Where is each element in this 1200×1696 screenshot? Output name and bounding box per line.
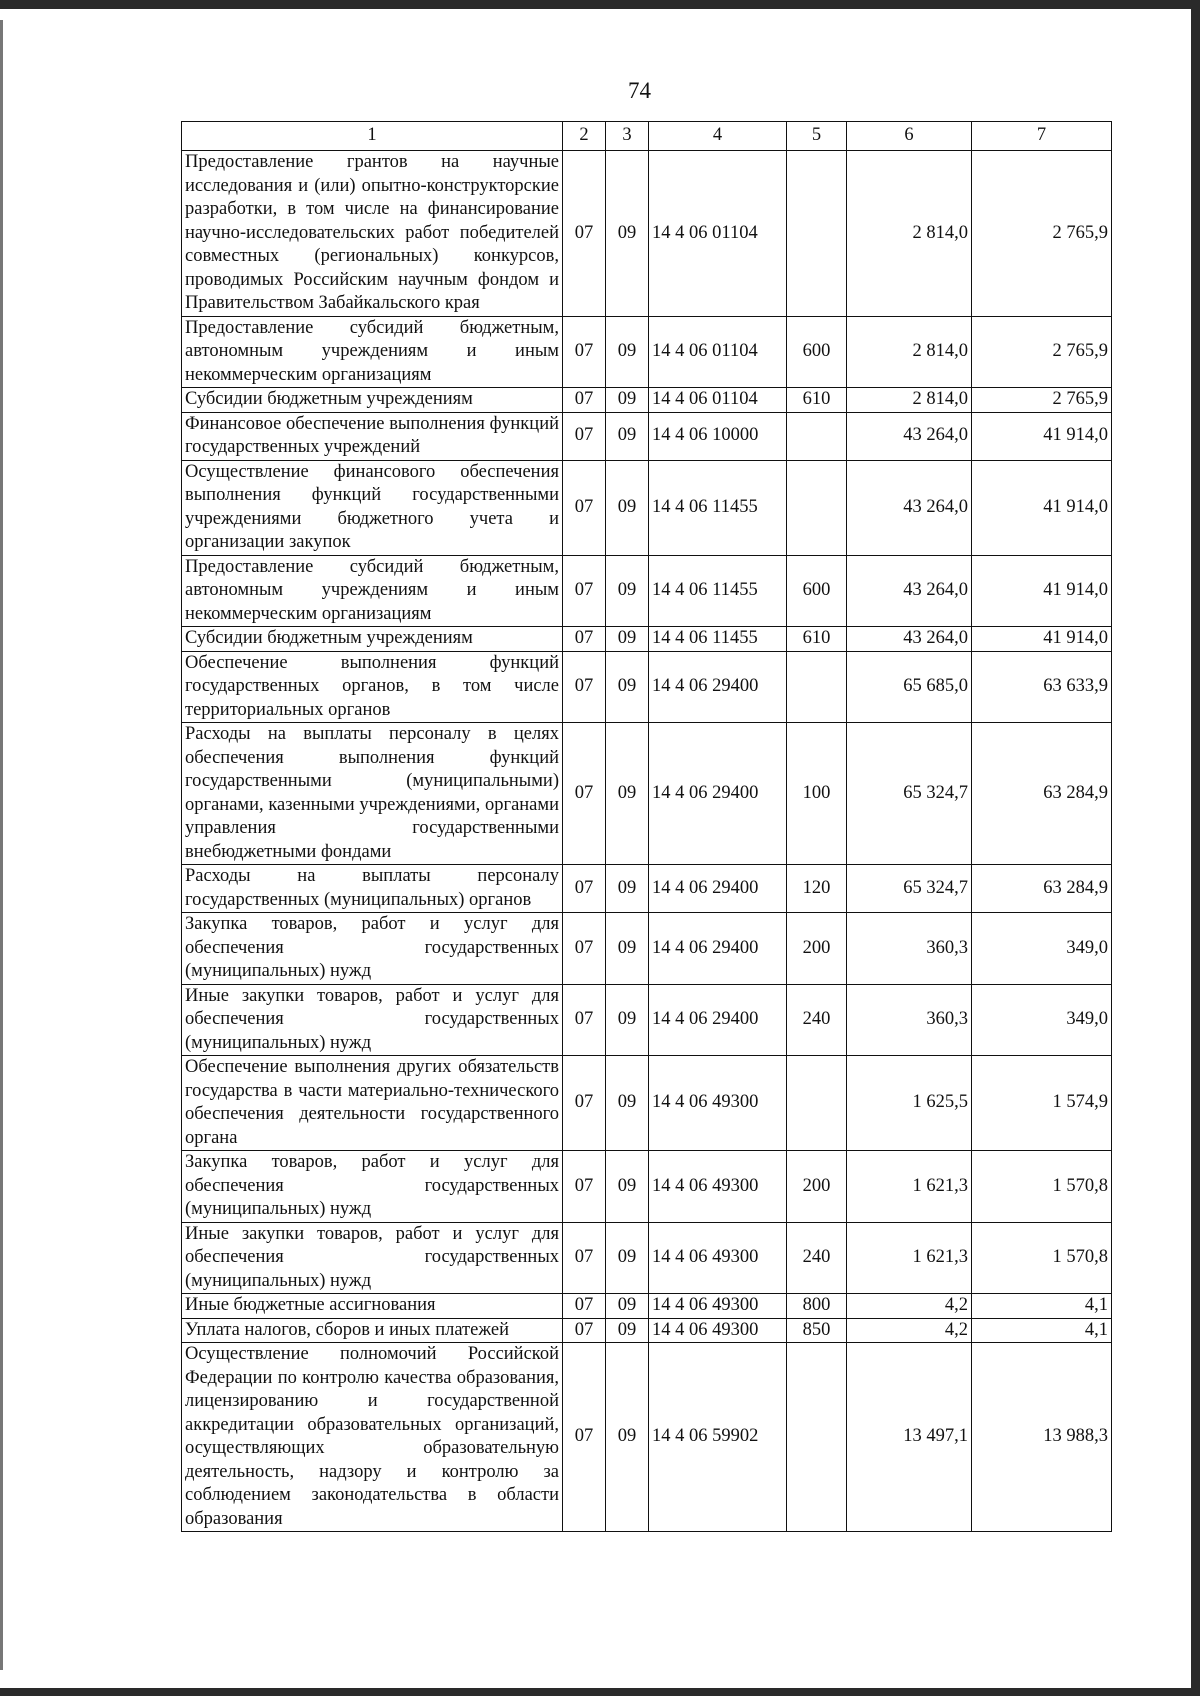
row-target-code: 14 4 06 11455: [649, 460, 787, 555]
row-subsection: 09: [606, 151, 649, 317]
row-name: Предоставление субсидий бюджетным, автономным учреждениям и иным некоммерческим организациям: [182, 555, 563, 627]
row-subsection: 09: [606, 1343, 649, 1532]
row-sum-2: 41 914,0: [972, 412, 1112, 460]
row-section: 07: [563, 651, 606, 723]
scan-border-bottom: [0, 1688, 1200, 1696]
row-sum-2: 63 284,9: [972, 723, 1112, 865]
row-subsection: 09: [606, 555, 649, 627]
header-col-4: 4: [649, 122, 787, 151]
row-target-code: 14 4 06 10000: [649, 412, 787, 460]
row-sum-1: 2 814,0: [847, 388, 972, 413]
header-col-5: 5: [787, 122, 847, 151]
row-name: Иные закупки товаров, работ и услуг для обеспечения государственных (муниципальных) нужд: [182, 1222, 563, 1294]
row-sum-1: 65 685,0: [847, 651, 972, 723]
row-target-code: 14 4 06 49300: [649, 1318, 787, 1343]
table-row: [182, 151, 1112, 317]
row-expense-type: 240: [787, 1222, 847, 1294]
row-target-code: 14 4 06 01104: [649, 316, 787, 388]
row-sum-1: 43 264,0: [847, 627, 972, 652]
row-expense-type: [787, 412, 847, 460]
row-name: Иные бюджетные ассигнования: [182, 1294, 563, 1319]
row-subsection: 09: [606, 388, 649, 413]
header-row: [182, 122, 1112, 151]
row-target-code: 14 4 06 29400: [649, 651, 787, 723]
row-name: Обеспечение выполнения функций государственных органов, в том числе территориальных органов: [182, 651, 563, 723]
row-subsection: 09: [606, 1056, 649, 1151]
row-sum-1: 43 264,0: [847, 555, 972, 627]
row-sum-1: 360,3: [847, 984, 972, 1056]
row-name: Субсидии бюджетным учреждениям: [182, 388, 563, 413]
row-sum-2: 63 633,9: [972, 651, 1112, 723]
row-target-code: 14 4 06 49300: [649, 1222, 787, 1294]
row-target-code: 14 4 06 29400: [649, 723, 787, 865]
row-target-code: 14 4 06 01104: [649, 388, 787, 413]
row-sum-2: 1 574,9: [972, 1056, 1112, 1151]
row-sum-2: 2 765,9: [972, 388, 1112, 413]
row-sum-2: 13 988,3: [972, 1343, 1112, 1532]
table-row: [182, 412, 1112, 460]
table-row: [182, 388, 1112, 413]
row-target-code: 14 4 06 11455: [649, 627, 787, 652]
scan-border-left: [0, 20, 3, 1670]
row-name: Закупка товаров, работ и услуг для обеспечения государственных (муниципальных) нужд: [182, 1151, 563, 1223]
row-sum-1: 4,2: [847, 1318, 972, 1343]
row-sum-1: 2 814,0: [847, 316, 972, 388]
row-target-code: 14 4 06 29400: [649, 984, 787, 1056]
table-row: [182, 651, 1112, 723]
row-name: Расходы на выплаты персоналу государственных (муниципальных) органов: [182, 865, 563, 913]
row-sum-1: 4,2: [847, 1294, 972, 1319]
row-sum-1: 1 625,5: [847, 1056, 972, 1151]
row-expense-type: [787, 460, 847, 555]
row-section: 07: [563, 1222, 606, 1294]
row-expense-type: 600: [787, 555, 847, 627]
row-subsection: 09: [606, 412, 649, 460]
row-section: 07: [563, 555, 606, 627]
table-row: [182, 984, 1112, 1056]
row-name: Закупка товаров, работ и услуг для обеспечения государственных (муниципальных) нужд: [182, 913, 563, 985]
row-section: 07: [563, 388, 606, 413]
row-name: Обеспечение выполнения других обязательств государства в части материально-технического обеспечения деятельности государственного органа: [182, 1056, 563, 1151]
row-name: Субсидии бюджетным учреждениям: [182, 627, 563, 652]
scan-border-top: [0, 0, 1200, 9]
row-section: 07: [563, 1318, 606, 1343]
row-sum-2: 41 914,0: [972, 627, 1112, 652]
table-row: [182, 1294, 1112, 1319]
row-sum-2: 41 914,0: [972, 460, 1112, 555]
row-section: 07: [563, 865, 606, 913]
row-sum-1: 1 621,3: [847, 1222, 972, 1294]
table-row: [182, 627, 1112, 652]
row-subsection: 09: [606, 1318, 649, 1343]
header-col-7: 7: [972, 122, 1112, 151]
row-section: 07: [563, 1151, 606, 1223]
row-section: 07: [563, 412, 606, 460]
row-name: Уплата налогов, сборов и иных платежей: [182, 1318, 563, 1343]
budget-table: [181, 121, 1112, 1532]
row-target-code: 14 4 06 59902: [649, 1343, 787, 1532]
row-sum-1: 1 621,3: [847, 1151, 972, 1223]
table-row: [182, 555, 1112, 627]
row-name: Предоставление грантов на научные исследования и (или) опытно-конструкторские разработки, в том числе на финансирование научно-исследовательских работ победителей совместных (региональных) конкурсов, проводимых Российским научным фондом и Правительством Забайкальского края: [182, 151, 563, 317]
row-target-code: 14 4 06 49300: [649, 1294, 787, 1319]
row-section: 07: [563, 316, 606, 388]
row-expense-type: [787, 1056, 847, 1151]
row-expense-type: 850: [787, 1318, 847, 1343]
row-section: 07: [563, 1343, 606, 1532]
row-target-code: 14 4 06 49300: [649, 1151, 787, 1223]
row-expense-type: 600: [787, 316, 847, 388]
table-row: [182, 1343, 1112, 1532]
row-target-code: 14 4 06 11455: [649, 555, 787, 627]
row-section: 07: [563, 151, 606, 317]
row-sum-2: 349,0: [972, 913, 1112, 985]
row-expense-type: 240: [787, 984, 847, 1056]
row-subsection: 09: [606, 1151, 649, 1223]
row-sum-2: 41 914,0: [972, 555, 1112, 627]
row-subsection: 09: [606, 865, 649, 913]
row-sum-2: 63 284,9: [972, 865, 1112, 913]
row-subsection: 09: [606, 316, 649, 388]
row-sum-2: 4,1: [972, 1318, 1112, 1343]
row-name: Осуществление финансового обеспечения выполнения функций государственными учреждениями бюджетного учета и организации закупок: [182, 460, 563, 555]
row-section: 07: [563, 1056, 606, 1151]
row-target-code: 14 4 06 01104: [649, 151, 787, 317]
header-col-2: 2: [563, 122, 606, 151]
row-section: 07: [563, 984, 606, 1056]
row-expense-type: [787, 151, 847, 317]
row-expense-type: 120: [787, 865, 847, 913]
row-subsection: 09: [606, 627, 649, 652]
row-section: 07: [563, 723, 606, 865]
scan-border-right: [1191, 0, 1200, 1696]
row-target-code: 14 4 06 29400: [649, 865, 787, 913]
row-target-code: 14 4 06 49300: [649, 1056, 787, 1151]
row-sum-2: 1 570,8: [972, 1151, 1112, 1223]
row-expense-type: 610: [787, 388, 847, 413]
row-subsection: 09: [606, 723, 649, 865]
table-row: [182, 1318, 1112, 1343]
row-sum-1: 43 264,0: [847, 412, 972, 460]
row-name: Финансовое обеспечение выполнения функций государственных учреждений: [182, 412, 563, 460]
row-sum-1: 65 324,7: [847, 865, 972, 913]
table-row: [182, 316, 1112, 388]
table-row: [182, 1056, 1112, 1151]
row-expense-type: [787, 651, 847, 723]
page-number: 74: [628, 78, 651, 103]
table-row: [182, 865, 1112, 913]
table-row: [182, 913, 1112, 985]
row-sum-2: 4,1: [972, 1294, 1112, 1319]
table-row: [182, 460, 1112, 555]
row-name: Расходы на выплаты персоналу в целях обеспечения выполнения функций государственными (муниципальными) органами, казенными учреждениями, органами управления государственными внебюджетными фондами: [182, 723, 563, 865]
row-section: 07: [563, 460, 606, 555]
row-expense-type: 100: [787, 723, 847, 865]
row-name: Иные закупки товаров, работ и услуг для обеспечения государственных (муниципальных) нужд: [182, 984, 563, 1056]
row-subsection: 09: [606, 1222, 649, 1294]
row-subsection: 09: [606, 1294, 649, 1319]
row-sum-1: 43 264,0: [847, 460, 972, 555]
row-subsection: 09: [606, 984, 649, 1056]
row-sum-1: 65 324,7: [847, 723, 972, 865]
header-col-3: 3: [606, 122, 649, 151]
row-name: Осуществление полномочий Российской Федерации по контролю качества образования, лицензированию и государственной аккредитации образовательных организаций, осуществляющих образовательную деятельность, надзору и контролю за соблюдением законодательства в области образования: [182, 1343, 563, 1532]
row-expense-type: [787, 1343, 847, 1532]
row-name: Предоставление субсидий бюджетным, автономным учреждениям и иным некоммерческим организациям: [182, 316, 563, 388]
row-sum-2: 349,0: [972, 984, 1112, 1056]
row-subsection: 09: [606, 913, 649, 985]
row-expense-type: 200: [787, 913, 847, 985]
row-sum-2: 2 765,9: [972, 316, 1112, 388]
row-sum-2: 2 765,9: [972, 151, 1112, 317]
table-row: [182, 1151, 1112, 1223]
row-sum-1: 360,3: [847, 913, 972, 985]
row-section: 07: [563, 1294, 606, 1319]
row-target-code: 14 4 06 29400: [649, 913, 787, 985]
row-subsection: 09: [606, 651, 649, 723]
table-row: [182, 723, 1112, 865]
row-section: 07: [563, 913, 606, 985]
row-expense-type: 800: [787, 1294, 847, 1319]
row-expense-type: 610: [787, 627, 847, 652]
row-sum-2: 1 570,8: [972, 1222, 1112, 1294]
row-section: 07: [563, 627, 606, 652]
table-row: [182, 1222, 1112, 1294]
row-sum-1: 13 497,1: [847, 1343, 972, 1532]
row-subsection: 09: [606, 460, 649, 555]
row-expense-type: 200: [787, 1151, 847, 1223]
row-sum-1: 2 814,0: [847, 151, 972, 317]
header-col-6: 6: [847, 122, 972, 151]
header-col-1: 1: [182, 122, 563, 151]
